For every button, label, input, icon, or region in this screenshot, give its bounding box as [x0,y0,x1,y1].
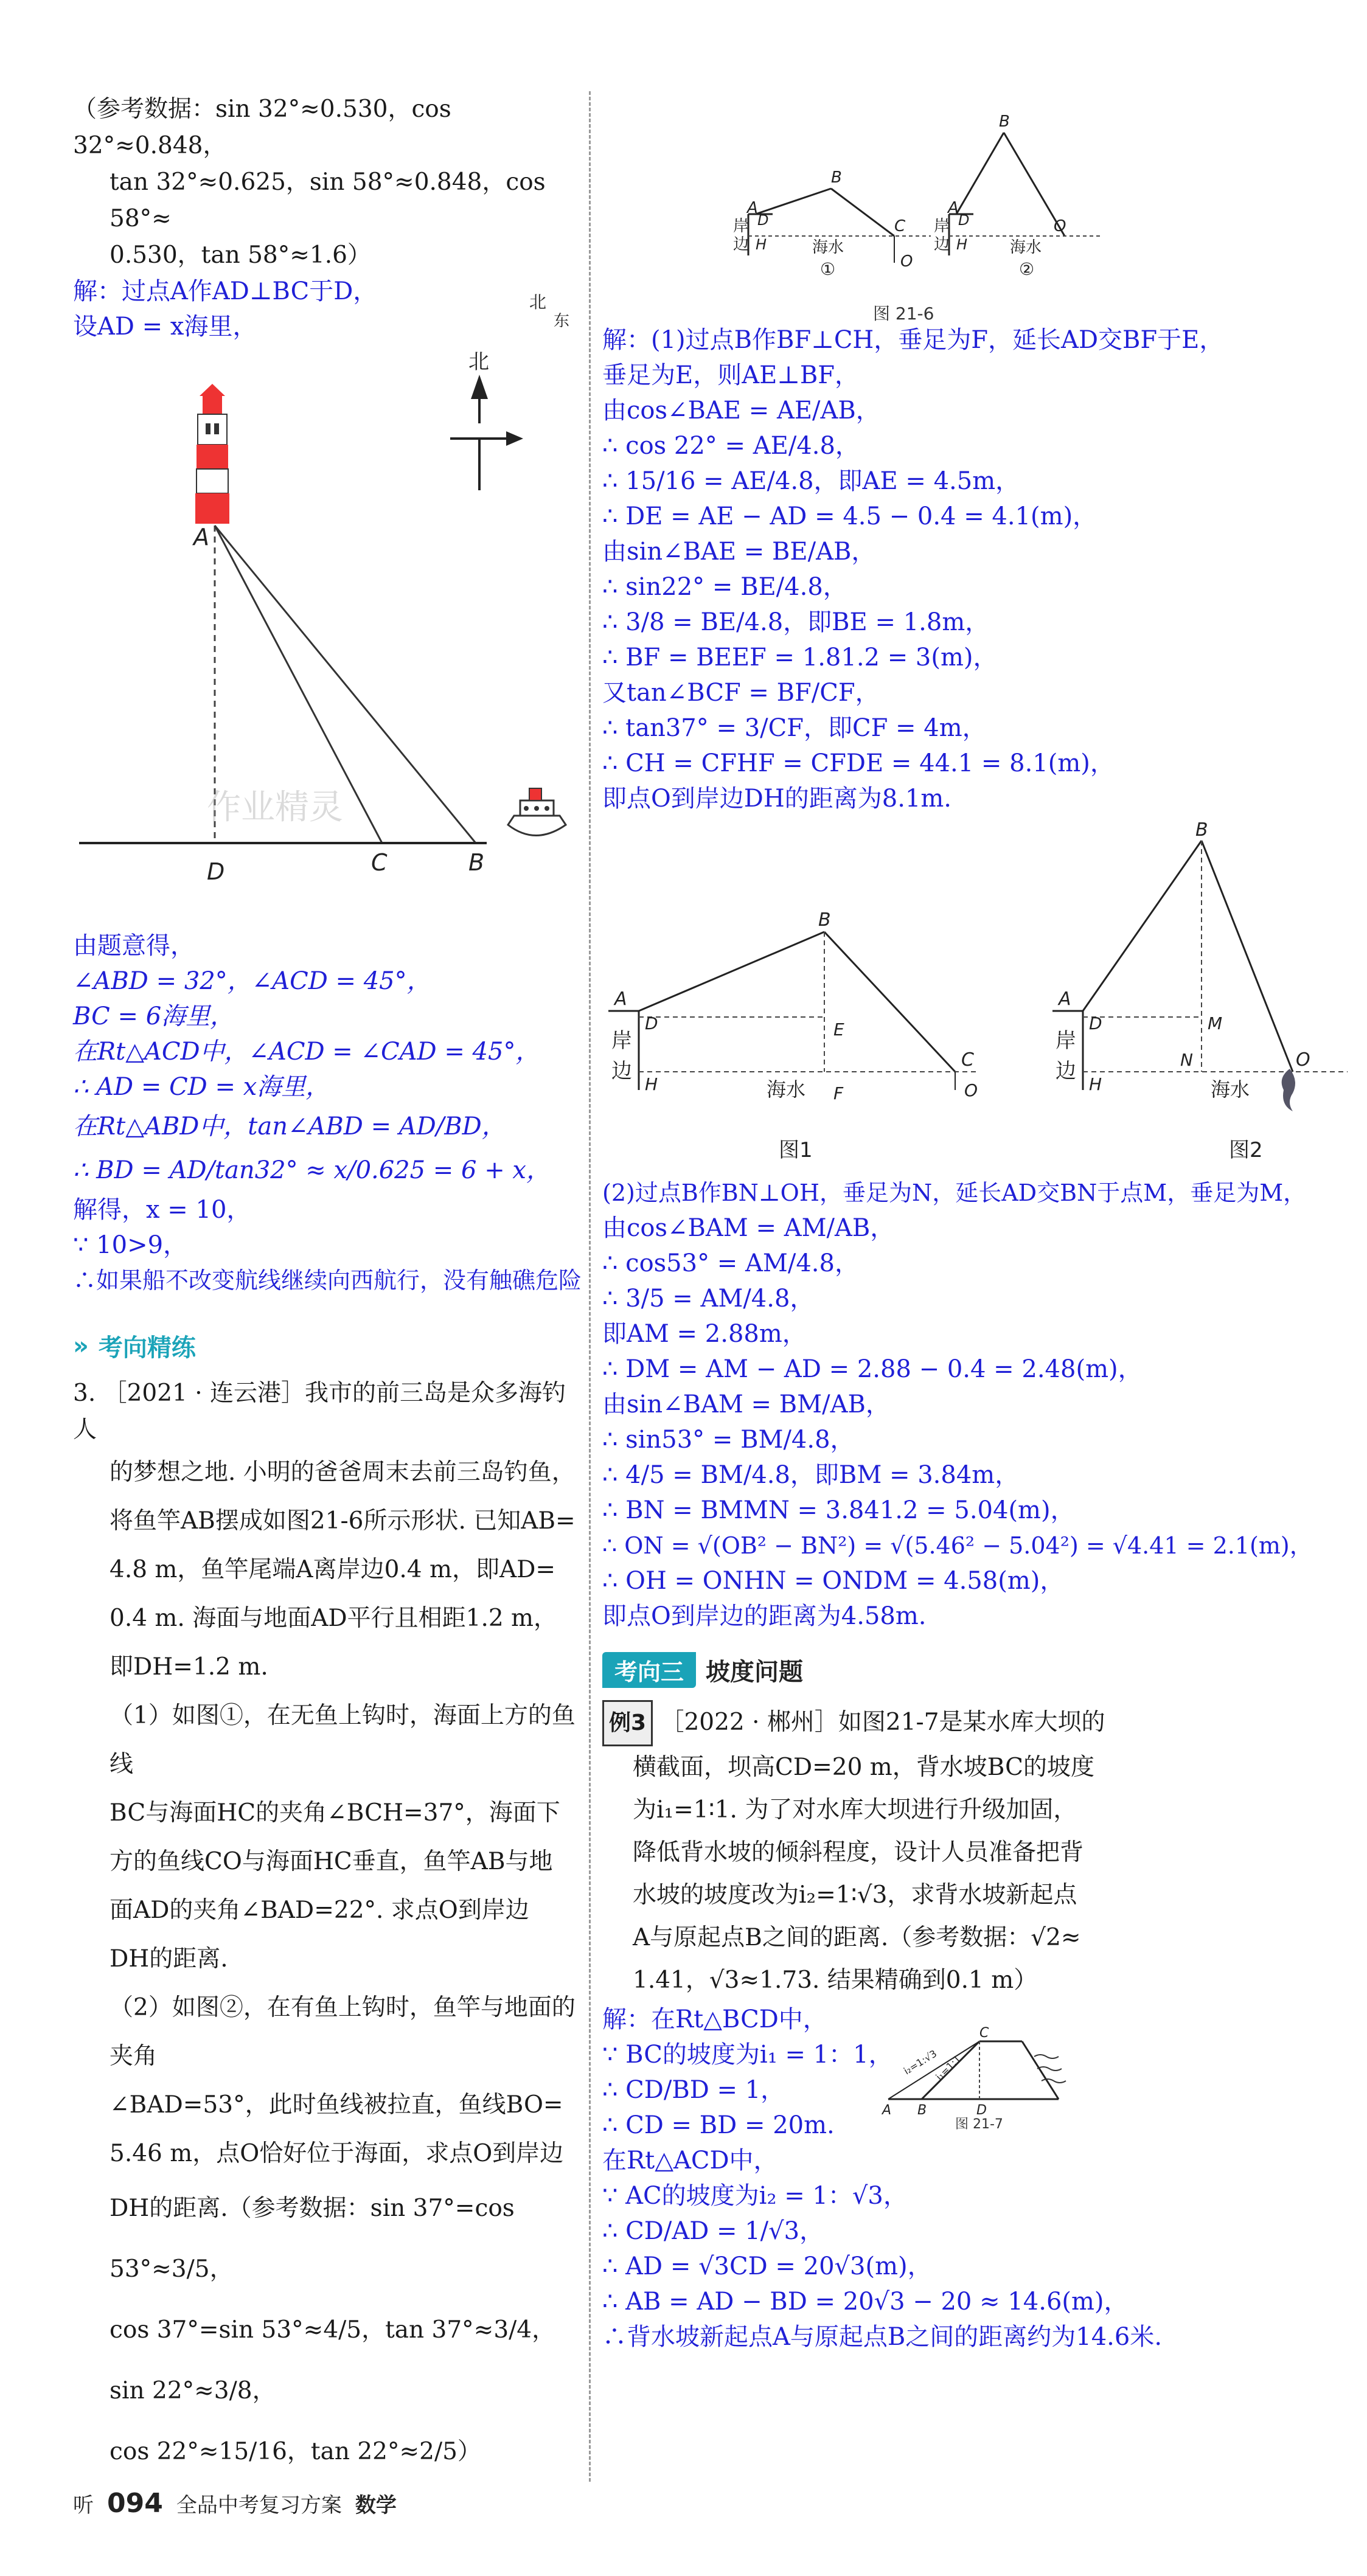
solution-line: ∴ BD = AD/tan32° ≈ x/0.625 = 6 + x， [73,1156,551,1184]
example-line: 为i₁=1∶1. 为了对水库大坝进行升级加固， [633,1796,1077,1824]
svg-text:岸: 岸 [733,217,750,235]
problem-line: 4.8 m，鱼竿尾端A离岸边0.4 m，即AD= [110,1556,556,1583]
solution-part3-wrap [602,2002,1351,2355]
sub-label-2: ② [1019,259,1035,279]
solution-line: 在Rt△ACD中，∠ACD = ∠CAD = 45°， [73,1038,540,1066]
solution-line: ∴ OH = ONHN = ONDM = 4.58(m)， [602,1567,1065,1595]
svg-text:D: D [757,212,769,229]
solution-line: 在Rt△ABD中，tan∠ABD = AD/BD， [73,1113,506,1140]
svg-text:C: C [961,1049,974,1071]
problem-line: 面AD的夹角∠BAD=22°. 求点O到岸边 [110,1897,529,1924]
sea-label: 海水 [767,1078,806,1101]
svg-text:D: D [645,1013,658,1033]
svg-text:岸: 岸 [934,217,950,235]
problem-line: （1）如图①，在无鱼上钩时，海面上方的鱼线 [110,1702,576,1778]
ref-data-line: （参考数据：sin 32°≈0.530，cos 32°≈0.848， [73,95,451,159]
fish-icon [1282,1069,1295,1111]
north-label: 北 [468,350,489,374]
solution-line: ∴ CD/BD = 1， [602,2076,785,2104]
svg-text:B: B [831,168,842,187]
svg-text:N: N [1180,1050,1193,1070]
left-column [73,91,582,2482]
problem-line: （2）如图②，在有鱼上钩时，鱼竿与地面的夹角 [110,1994,576,2070]
solution-line: ∴ sin22° = BE/4.8， [602,573,847,601]
svg-text:岸: 岸 [1056,1029,1076,1053]
solution-line: 解：过点A作AD⊥BC于D， [73,277,378,305]
point-B: B [468,849,485,876]
solution-part1 [602,322,1351,816]
solution-line: ∴ 3/8 = BE/4.8，即BE = 1.8m， [602,608,990,636]
solution-line: ∵ 10>9， [73,1231,188,1259]
column-divider [589,91,591,2482]
solution-line: ∴ cos 22° = AE/4.8， [602,432,860,460]
problem-line: 5.46 m，点O恰好位于海面，求点O到岸边 [110,2140,564,2167]
solution-line: ∴ sin53° = BM/4.8， [602,1426,855,1454]
solution-line: ∴ DM = AM − AD = 2.88 − 0.4 = 2.48(m)， [602,1355,1143,1383]
compass-north: 北 [529,292,547,312]
solution-line: ∴ ON = √(OB² − BN²) = √(5.46² − 5.04²) = √4.41 = 2.1(m)， [602,1532,1313,1559]
solution-line: ∴如果船不改变航线继续向西航行，没有触礁危险 [73,1267,582,1294]
solution-line: ∴ AD = √3CD = 20√3(m)， [602,2252,932,2280]
figure-1-2 [602,819,1351,1169]
svg-text:A: A [614,988,627,1010]
svg-text:B: B [917,2103,927,2118]
section-title: 考向精练 [98,1334,196,1362]
section-header [73,1328,578,1363]
footer-prefix: 听 [73,2493,94,2518]
figure-caption: 图 21-6 [873,304,934,324]
svg-text:H: H [645,1074,658,1094]
svg-text:海水: 海水 [1211,1078,1250,1101]
solution-line: ∴ CD = BD = 20m. [602,2111,835,2139]
problem-block [73,1375,578,2482]
example-line [602,1700,1351,1746]
shore-label: 岸 [611,1029,632,1053]
section-3-header [602,1652,1351,1688]
svg-text:边: 边 [733,235,750,254]
solution-line: 由sin∠BAE = BE/AB， [602,538,876,566]
svg-text:O: O [1296,1049,1310,1071]
example-line: 1.41，√3≈1.73. 结果精确到0.1 m） [633,1967,1038,1994]
problem-line: cos 22°≈15/16，tan 22°≈2/5） [110,2438,481,2465]
svg-text:C: C [894,217,906,235]
figure-21-6-part2 [934,113,1101,279]
figure-1 [608,909,979,1162]
example-tag: 例3 [602,1700,653,1746]
svg-text:B: B [999,113,1010,131]
problem-line: BC与海面HC的夹角∠BCH=37°，海面下 [110,1799,560,1827]
svg-text:O: O [900,252,913,271]
svg-text:海水: 海水 [1010,238,1042,257]
figure-21-6-part1 [733,168,931,279]
example-line: A与原起点B之间的距离.（参考数据：√2≈ [633,1924,1081,1951]
solution-line: 由cos∠BAE = AE/AB， [602,397,880,425]
problem-line: cos 37°=sin 53°≈4/5，tan 37°≈3/4，sin 22°≈3/8， [110,2316,556,2404]
solution-line: ∴ AD = CD = x海里， [73,1073,330,1101]
solution-line: 即AM = 2.88m， [602,1320,807,1348]
svg-text:A: A [948,199,959,217]
solution-line: 由sin∠BAM = BM/AB， [602,1390,890,1418]
solution-line: ∴ 15/16 = AE/4.8，即AE = 4.5m， [602,467,1020,495]
ref-data-line: tan 32°≈0.625，sin 58°≈0.848，cos 58°≈ [110,168,546,232]
section-tag: 考向三 [602,1652,696,1688]
example-line: 水坡的坡度改为i₂=1∶√3，求背水坡新起点 [633,1881,1077,1909]
ship-icon [508,788,566,836]
problem-line: 3. ［2021 · 连云港］我市的前三岛是众多海钓人 [73,1380,566,1443]
solution-line: 设AD = x海里， [73,313,257,341]
solution-line: 由cos∠BAM = AM/AB， [602,1214,895,1242]
solution-line: 即点O到岸边的距离为4.58m. [602,1602,927,1630]
compass-east: 东 [554,312,570,330]
solution-line: ∴ CD/AD = 1/√3， [602,2217,824,2245]
figure-caption: 图 21-7 [955,2117,1003,2132]
book-title: 全品中考复习方案 [176,2493,342,2518]
solution-line: ∴ 4/5 = BM/4.8，即BM = 3.84m， [602,1461,1020,1489]
page-footer [73,2488,397,2519]
svg-text:D: D [1089,1013,1102,1033]
solution-line: ∴ tan37° = 3/CF，即CF = 4m， [602,714,987,742]
figure-21-7 [882,2008,1101,2130]
section-title: 坡度问题 [706,1658,804,1686]
watermark: 作业精灵 [207,788,343,827]
solution-line: ∴背水坡新起点A与原起点B之间的距离约为14.6米. [602,2323,1163,2351]
lighthouse-icon [195,384,229,524]
double-chevron-icon: » [73,1331,89,1360]
slope-i2-label: i₂=1:√3 [902,2047,939,2077]
solution-line: ∴ AB = AD − BD = 20√3 − 20 ≈ 14.6(m)， [602,2288,1129,2316]
point-A: A [193,524,209,550]
solution-line: 解得，x = 10， [73,1196,251,1224]
slope-i1-label: i₁=1:1 [933,2053,964,2083]
example-line: 横截面，坝高CD=20 m，背水坡BC的坡度 [633,1754,1095,1781]
svg-text:A: A [1059,988,1071,1010]
svg-text:边: 边 [1056,1059,1076,1083]
solution-line: (2)过点B作BN⊥OH，垂足为N，延长AD交BN于点M，垂足为M， [602,1179,1307,1206]
svg-text:O: O [1054,217,1066,235]
point-C: C [371,849,388,876]
solution-line: 又tan∠BCF = BF/CF， [602,679,880,707]
svg-text:H: H [1089,1074,1102,1094]
example-block [602,1700,1351,2002]
solution-line: ∴ BF = BEEF = 1.81.2 = 3(m)， [602,644,998,672]
svg-text:F: F [833,1083,844,1103]
solution-line: 在Rt△ACD中， [602,2147,778,2175]
svg-text:H: H [756,236,767,253]
solution-line: 即点O到岸边DH的距离为8.1m. [602,785,952,813]
svg-text:O: O [964,1080,978,1100]
svg-text:M: M [1208,1013,1223,1033]
figure-2-caption: 图2 [1229,1138,1263,1162]
sea-label: 海水 [812,238,844,257]
solution-line: 垂足为E，则AE⊥BF， [602,361,860,389]
svg-text:C: C [979,2026,989,2041]
solution-line: ∴ 3/5 = AM/4.8， [602,1285,815,1313]
solution-line: ∵ AC的坡度为i₂ = 1：√3， [602,2182,908,2210]
svg-text:A: A [882,2103,892,2118]
problem-line: DH的距离.（参考数据：sin 37°=cos 53°≈3/5， [110,2195,515,2283]
figure-2 [1052,819,1348,1162]
solution-line: ∴ CH = CFHF = CFDE = 44.1 = 8.1(m)， [602,749,1115,777]
sub-label-1: ① [820,259,836,279]
example-text: ［2022 · 郴州］如图21-7是某水库大坝的 [660,1709,1105,1736]
point-D: D [207,858,225,885]
svg-text:B: B [1195,819,1208,841]
solution-line: BC = 6海里， [73,1002,235,1030]
solution-line: ∵ BC的坡度为i₁ = 1：1， [602,2041,893,2069]
svg-text:边: 边 [934,235,950,254]
figure-21-6 [602,103,1351,328]
solution-line: 解：在Rt△BCD中， [602,2005,827,2033]
solution-line: ∴ cos53° = AM/4.8， [602,1249,859,1277]
figure-1-caption: 图1 [779,1138,813,1162]
right-column [602,91,1351,2355]
problem-line: 的梦想之地. 小明的爸爸周末去前三岛钓鱼， [110,1459,576,1486]
subject: 数学 [355,2493,397,2518]
page-number: 094 [107,2488,163,2519]
solution-line: ∴ BN = BMMN = 3.841.2 = 5.04(m)， [602,1496,1075,1524]
problem-line: ∠BAD=53°，此时鱼线被拉直，鱼线BO= [110,2091,563,2119]
solution-block [73,928,582,1298]
problem-line: 0.4 m. 海面与地面AD平行且相距1.2 m， [110,1605,558,1632]
solution-line: ∴ DE = AE − AD = 4.5 − 0.4 = 4.1(m)， [602,502,1097,530]
solution-part2 [602,1175,1351,1634]
example-line: 降低背水坡的倾斜程度，设计人员准备把背 [633,1839,1084,1866]
svg-text:E: E [833,1019,844,1040]
svg-text:H: H [956,236,968,253]
problem-line: 即DH=1.2 m. [110,1653,268,1681]
problem-line: DH的距离. [110,1945,228,1973]
problem-line: 方的鱼线CO与海面HC垂直，鱼竿AB与地 [110,1848,553,1875]
svg-text:A: A [747,199,758,217]
svg-text:D: D [976,2103,987,2118]
ref-data-line: 0.530，tan 58°≈1.6） [110,241,371,269]
shore-label: 边 [611,1059,632,1083]
svg-text:B: B [818,909,831,931]
svg-text:D: D [958,212,970,229]
solution-line: ∠ABD = 32°，∠ACD = 45°， [73,967,431,995]
solution-line: 解：(1)过点B作BF⊥CH，垂足为F，延长AD交BF于E， [602,326,1224,354]
solution-line: 由题意得， [73,932,195,960]
problem-line: 将鱼竿AB摆成如图21-6所示形状. 已知AB= [110,1507,576,1535]
